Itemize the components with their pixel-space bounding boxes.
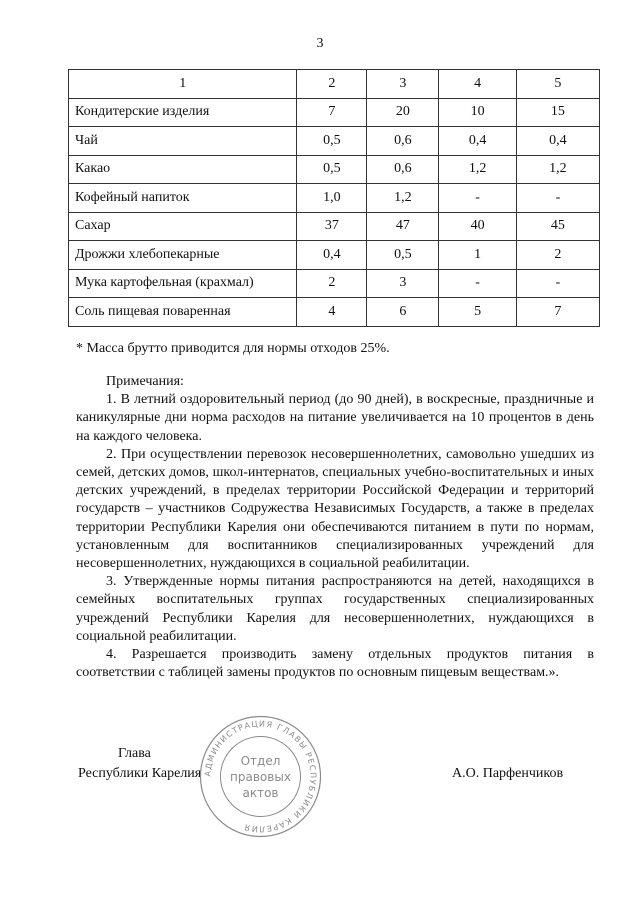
signatory-title: Глава: [118, 746, 151, 761]
table-header-cell: 4: [439, 70, 517, 99]
notes-section: [76, 373, 594, 682]
value-cell: 7: [516, 298, 599, 327]
table-row: [69, 155, 600, 184]
signatory-region: Республики Карелия: [78, 766, 202, 781]
value-cell: 10: [439, 98, 517, 127]
value-cell: 4: [297, 298, 367, 327]
value-cell: -: [439, 269, 517, 298]
value-cell: 20: [367, 98, 439, 127]
value-cell: 2: [297, 269, 367, 298]
table-row: [69, 241, 600, 270]
product-name-cell: Какао: [69, 155, 297, 184]
table-header-cell: 3: [367, 70, 439, 99]
stamp-line-2: правовых: [230, 770, 291, 784]
value-cell: 1,0: [297, 184, 367, 213]
product-name-cell: Сахар: [69, 212, 297, 241]
product-name-cell: Дрожжи хлебопекарные: [69, 241, 297, 270]
value-cell: -: [516, 184, 599, 213]
value-cell: 3: [367, 269, 439, 298]
table-row: [69, 98, 600, 127]
value-cell: 0,4: [439, 127, 517, 156]
value-cell: 6: [367, 298, 439, 327]
value-cell: 5: [439, 298, 517, 327]
product-name-cell: Мука картофельная (крахмал): [69, 269, 297, 298]
value-cell: 0,5: [297, 155, 367, 184]
value-cell: 7: [297, 98, 367, 127]
value-cell: 0,4: [516, 127, 599, 156]
table-header-cell: 2: [297, 70, 367, 99]
value-cell: 0,5: [297, 127, 367, 156]
value-cell: 1: [439, 241, 517, 270]
value-cell: 45: [516, 212, 599, 241]
value-cell: 40: [439, 212, 517, 241]
stamp-line-3: актов: [242, 786, 279, 800]
value-cell: 47: [367, 212, 439, 241]
note-item: 2. При осуществлении перевозок несовершеннолетних, самовольно ушедших из семей, детских домов, школ-интернатов, специальных учебно-воспитательных и иных детских учреждений, в пределах территории Российской Федерации и территорий государств – участников Содружества Независимых Государств, а также в пределах территории Республики Карелия они обеспечиваются питанием в пути по нормам, установленным для воспитанников специализированных учреждений для несовершеннолетних, нуждающихся в социальной реабилитации.: [76, 446, 594, 572]
value-cell: -: [439, 184, 517, 213]
value-cell: 2: [516, 241, 599, 270]
notes-heading: Примечания:: [106, 374, 184, 389]
note-item: 3. Утвержденные нормы питания распространяются на детей, находящихся в семейных воспитательных группах государственных специализированных учреждений Республики Карелия для несовершеннолетних, нуждающихся в социальной реабилитации.: [76, 574, 594, 644]
value-cell: 0,4: [297, 241, 367, 270]
signatory-name: А.О. Парфенчиков: [452, 766, 564, 781]
value-cell: 1,2: [439, 155, 517, 184]
value-cell: 0,5: [367, 241, 439, 270]
value-cell: 0,6: [367, 155, 439, 184]
table-header-cell: 1: [69, 70, 297, 99]
product-name-cell: Кофейный напиток: [69, 184, 297, 213]
footnote: * Масса брутто приводится для нормы отходов 25%.: [76, 341, 390, 356]
table-row: [69, 269, 600, 298]
page-number: 3: [316, 36, 324, 51]
table-row: [69, 298, 600, 327]
stamp-line-1: Отдел: [240, 754, 281, 768]
value-cell: 1,2: [367, 184, 439, 213]
note-item: 4. Разрешается производить замену отдельных продуктов питания в соответствии с таблицей замены продуктов по основным пищевым веществам.».: [76, 647, 594, 681]
office-stamp: [198, 714, 323, 839]
table-header-row: [69, 70, 600, 99]
product-name-cell: Соль пищевая поваренная: [69, 298, 297, 327]
note-item: 1. В летний оздоровительный период (до 90 дней), в воскресные, праздничные и каникулярные дни норма расходов на питание увеличивается на 10 процентов в день на каждого человека.: [76, 392, 594, 444]
table-header-cell: 5: [516, 70, 599, 99]
product-name-cell: Чай: [69, 127, 297, 156]
value-cell: 1,2: [516, 155, 599, 184]
value-cell: 37: [297, 212, 367, 241]
food-norms-table: [68, 69, 600, 327]
value-cell: 0,6: [367, 127, 439, 156]
table-row: [69, 212, 600, 241]
value-cell: -: [516, 269, 599, 298]
stamp-ring-text: АДМИНИСТРАЦИЯ ГЛАВЫ РЕСПУБЛИКИ КАРЕЛИЯ: [203, 719, 318, 834]
product-name-cell: Кондитерские изделия: [69, 98, 297, 127]
table-row: [69, 184, 600, 213]
table-row: [69, 127, 600, 156]
value-cell: 15: [516, 98, 599, 127]
